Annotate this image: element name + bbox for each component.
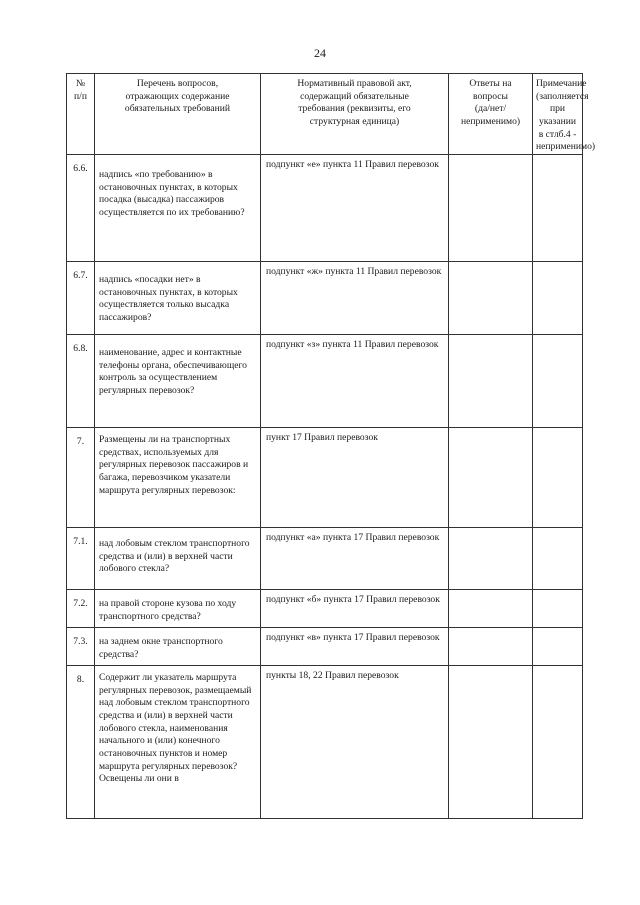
table-row <box>67 334 583 427</box>
row-number: 7. <box>67 427 95 527</box>
row-answer-cell[interactable] <box>449 154 533 261</box>
row-question: надпись «по требованию» в остановочных пунктах, в которых посадка (высадка) пассажиров осуществляется по их требованию? <box>95 154 261 261</box>
row-legal-act: подпункт «ж» пункта 11 Правил перевозок <box>261 261 449 334</box>
header-answers: Ответы на вопросы (да/нет/ неприменимо) <box>449 74 533 155</box>
row-question: Размещены ли на транспортных средствах, используемых для регулярных перевозок пассажиров и багажа, перевозчиком указатели маршрута регулярных перевозок: <box>95 427 261 527</box>
header-number: № п/п <box>67 74 95 155</box>
requirements-checklist-table <box>66 73 596 819</box>
row-note-cell[interactable] <box>533 261 583 334</box>
row-number: 7.3. <box>67 627 95 665</box>
table-row <box>67 261 583 334</box>
row-number: 7.2. <box>67 589 95 627</box>
table-row <box>67 427 583 527</box>
row-question: Содержит ли указатель маршрута регулярных перевозок, размещаемый над лобовым стеклом транспортного средства и (или) в верхней части лобового стекла, наименования начального и (или) конечного остановочных пунктов и номер маршрута регулярных перевозок? Освещены ли они в <box>95 665 261 818</box>
table-row <box>67 154 583 261</box>
row-question: наименование, адрес и контактные телефоны органа, обеспечивающего контроль за осуществлением регулярных перевозок? <box>95 334 261 427</box>
row-note-cell[interactable] <box>533 527 583 589</box>
table-row <box>67 627 583 665</box>
page-number: 24 <box>314 46 326 60</box>
row-question: на заднем окне транспортного средства? <box>95 627 261 665</box>
row-answer-cell[interactable] <box>449 261 533 334</box>
row-legal-act: подпункт «в» пункта 17 Правил перевозок <box>261 627 449 665</box>
row-question: над лобовым стеклом транспортного средства и (или) в верхней части лобового стекла? <box>95 527 261 589</box>
row-answer-cell[interactable] <box>449 627 533 665</box>
header-questions: Перечень вопросов, отражающих содержание обязательных требований <box>95 74 261 155</box>
table-row <box>67 527 583 589</box>
header-legal-act: Нормативный правовой акт, содержащий обязательные требования (реквизиты, его структурная единица) <box>261 74 449 155</box>
row-legal-act: подпункт «з» пункта 11 Правил перевозок <box>261 334 449 427</box>
row-question: на правой стороне кузова по ходу транспортного средства? <box>95 589 261 627</box>
row-legal-act: подпункт «б» пункта 17 Правил перевозок <box>261 589 449 627</box>
row-note-cell[interactable] <box>533 427 583 527</box>
table-row <box>67 665 583 818</box>
row-note-cell[interactable] <box>533 627 583 665</box>
row-answer-cell[interactable] <box>449 589 533 627</box>
row-number: 8. <box>67 665 95 818</box>
row-number: 6.6. <box>67 154 95 261</box>
row-legal-act: подпункт «е» пункта 11 Правил перевозок <box>261 154 449 261</box>
row-note-cell[interactable] <box>533 334 583 427</box>
header-note: Примечание (заполняется при указании в стлб.4 - неприменимо) <box>533 74 583 155</box>
row-note-cell[interactable] <box>533 589 583 627</box>
table-header-row <box>67 74 583 155</box>
row-number: 6.8. <box>67 334 95 427</box>
row-number: 6.7. <box>67 261 95 334</box>
row-question: надпись «посадки нет» в остановочных пунктах, в которых осуществляется только высадка пассажиров? <box>95 261 261 334</box>
table-row <box>67 589 583 627</box>
row-number: 7.1. <box>67 527 95 589</box>
row-note-cell[interactable] <box>533 154 583 261</box>
row-answer-cell[interactable] <box>449 527 533 589</box>
row-answer-cell[interactable] <box>449 427 533 527</box>
row-answer-cell[interactable] <box>449 334 533 427</box>
row-legal-act: подпункт «а» пункта 17 Правил перевозок <box>261 527 449 589</box>
row-answer-cell[interactable] <box>449 665 533 818</box>
row-legal-act: пункты 18, 22 Правил перевозок <box>261 665 449 818</box>
row-legal-act: пункт 17 Правил перевозок <box>261 427 449 527</box>
row-note-cell[interactable] <box>533 665 583 818</box>
